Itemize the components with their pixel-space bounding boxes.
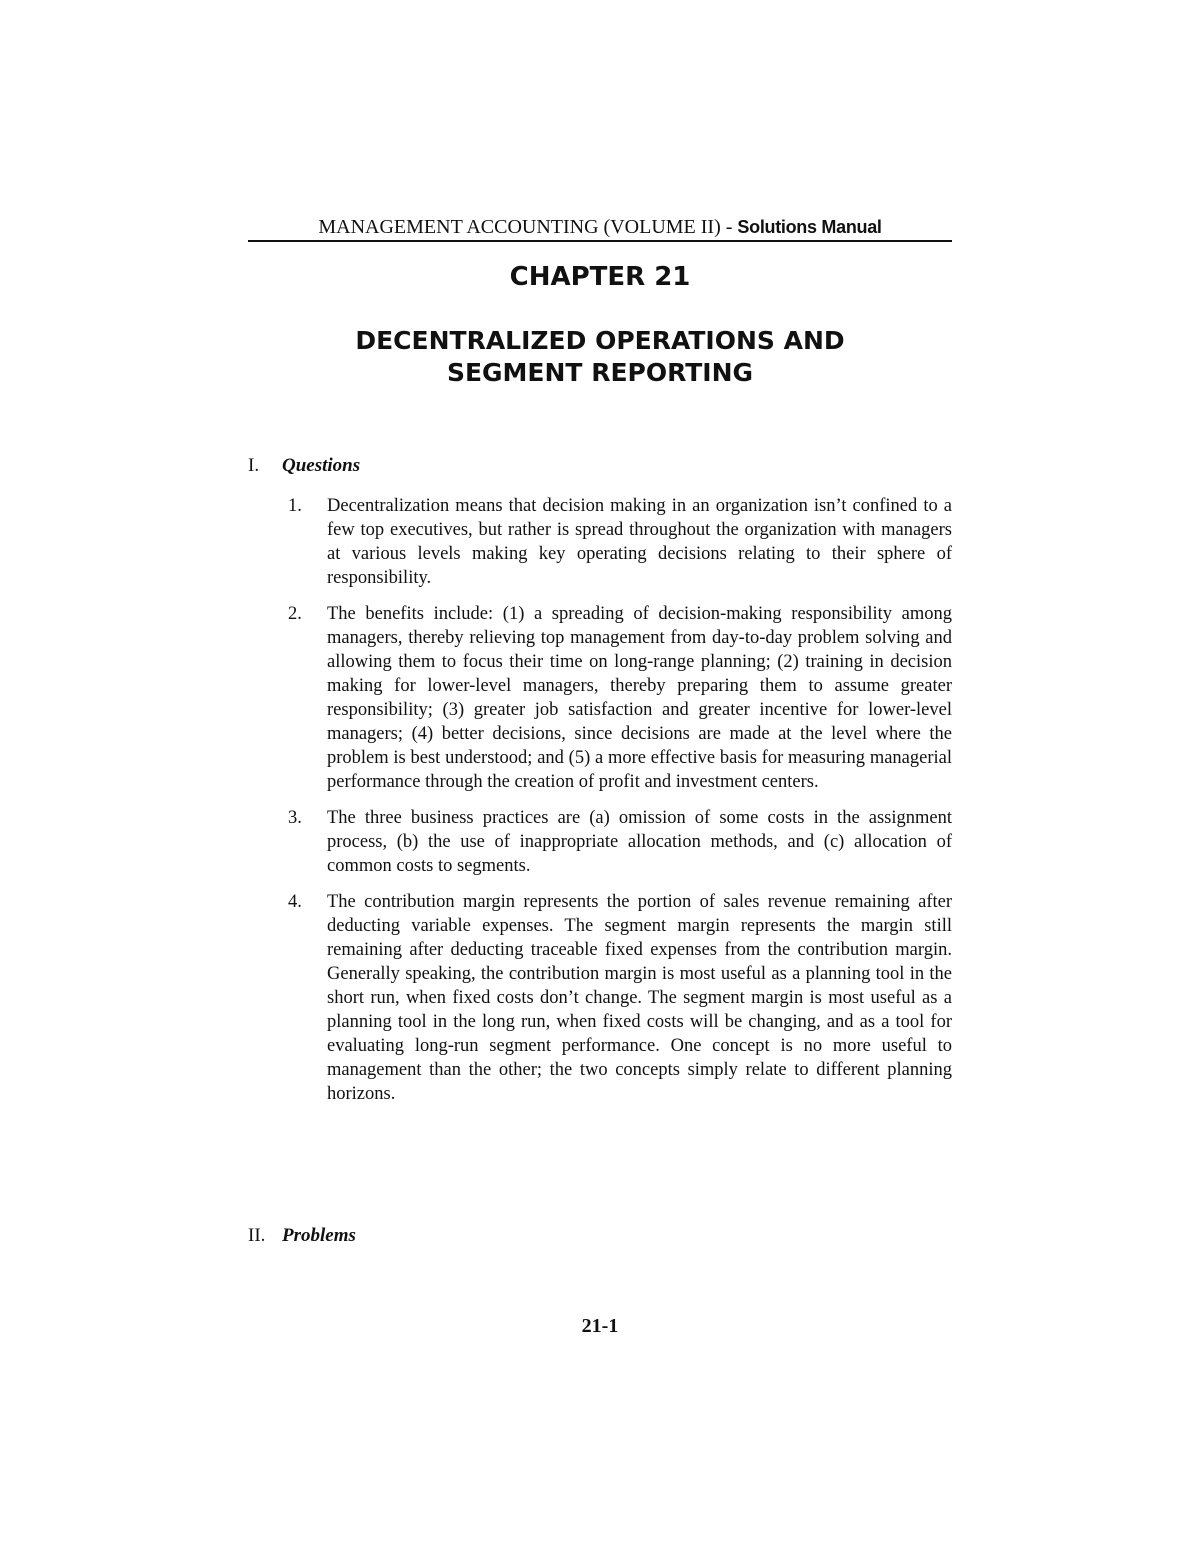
- question-number: 1.: [288, 496, 302, 516]
- chapter-title-line-2: SEGMENT REPORTING: [446, 358, 754, 387]
- section-numeral: II.: [248, 1225, 266, 1246]
- question-answer-text: The contribution margin represents the portion of sales revenue remaining after deducting variable expenses. The segment margin represents the margin still remaining after deducting traceable fixed expenses from the contribution margin. Generally speaking, the contribution margin is most useful as a planning tool in the short run, when fixed costs don’t change. The segment margin is most useful as a planning tool in the long run, when fixed costs will be changing, and as a tool for evaluating long-run segment performance. One concept is no more useful to management than the other; the two concepts simply relate to different planning horizons.: [327, 892, 952, 1104]
- question-number: 3.: [288, 808, 302, 828]
- running-header: [248, 214, 952, 240]
- question-item: [288, 602, 952, 794]
- section-questions-heading: [248, 454, 360, 478]
- question-item: [288, 494, 952, 590]
- questions-list: [288, 494, 952, 1118]
- section-title: Problems: [282, 1225, 356, 1246]
- question-item: [288, 890, 952, 1106]
- question-answer-text: Decentralization means that decision making in an organization isn’t confined to a few top executives, but rather is spread throughout the organization with managers at various levels making key operating decisions relating to their sphere of responsibility.: [327, 496, 952, 588]
- page-number: 21-1: [581, 1315, 619, 1337]
- question-number: 2.: [288, 604, 302, 624]
- section-numeral: I.: [248, 455, 260, 476]
- chapter-number: CHAPTER 21: [509, 262, 691, 292]
- section-problems-heading: [248, 1224, 356, 1248]
- chapter-title-line-1: DECENTRALIZED OPERATIONS AND: [355, 326, 845, 355]
- question-answer-text: The benefits include: (1) a spreading of decision-making responsibility among managers, thereby relieving top management from day-to-day problem solving and allowing them to focus their time on long-range planning; (2) training in decision making for lower-level managers, thereby preparing them to assume greater responsibility; (3) greater job satisfaction and greater incentive for lower-level managers; (4) better decisions, since decisions are made at the level where the problem is best understood; and (5) a more effective basis for measuring managerial performance through the creation of profit and investment centers.: [327, 604, 952, 792]
- header-rule: [248, 240, 952, 242]
- chapter-title: [248, 325, 952, 389]
- running-header-title: MANAGEMENT ACCOUNTING (VOLUME II) -: [318, 216, 738, 238]
- question-number: 4.: [288, 892, 302, 912]
- question-item: [288, 806, 952, 878]
- running-header-subtitle: Solutions Manual: [737, 217, 882, 237]
- question-answer-text: The three business practices are (a) omission of some costs in the assignment process, (b) the use of inappropriate allocation methods, and (c) allocation of common costs to segments.: [327, 808, 952, 876]
- section-title: Questions: [282, 455, 361, 476]
